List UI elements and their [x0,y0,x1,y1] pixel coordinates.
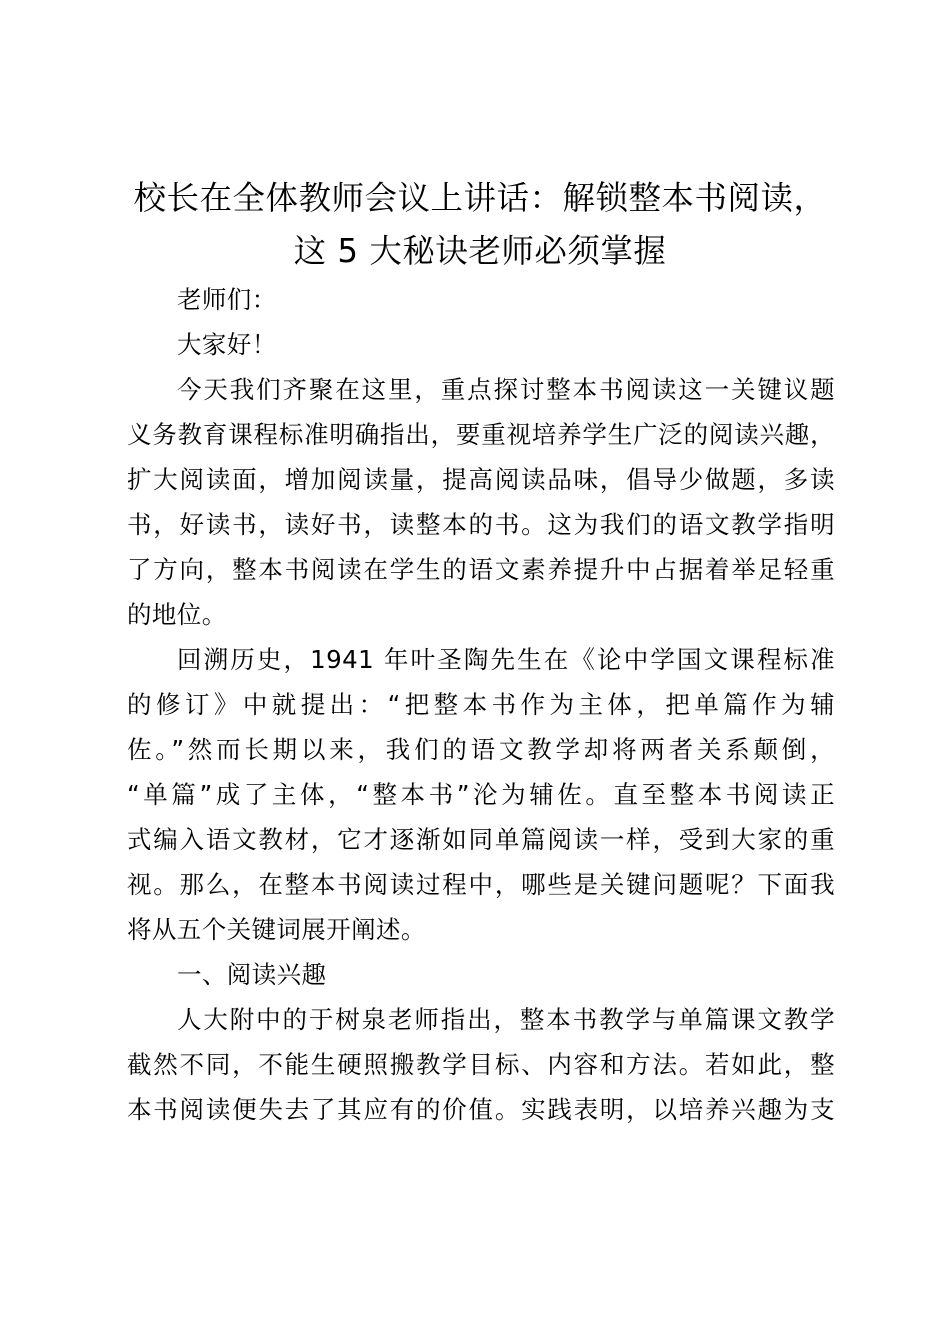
text-line: 义务教育课程标准明确指出，要重视培养学生广泛的阅读兴趣， [127,420,835,449]
paragraph [127,997,835,1132]
text-line: 了方向，整本书阅读在学生的语文素养提升中占据着举足轻重 [127,555,835,584]
title-line-1: 校长在全体教师会议上讲话：解锁整本书阅读， [133,179,827,217]
text-line: 本书阅读便失去了其应有的价值。实践表明，以培养兴趣为支 [127,1095,835,1124]
text-line: 老师们： [177,285,277,314]
salutation [127,277,835,322]
greeting [127,322,835,367]
paragraph [127,367,835,637]
text-line: 大家好！ [177,330,277,359]
text-line: 的地位。 [127,600,227,629]
text-line: 的修订》中就提出：“把整本书作为主体，把单篇作为辅 [127,690,835,719]
section-heading [127,952,835,997]
text-line: 一、阅读兴趣 [177,960,327,989]
text-line: 截然不同，不能生硬照搬教学目标、内容和方法。若如此，整 [127,1050,835,1079]
text-line: 式编入语文教材，它才逐渐如同单篇阅读一样，受到大家的重 [127,825,835,854]
text-line: 今天我们齐聚在这里，重点探讨整本书阅读这一关键议题 [177,375,835,404]
text-line: 扩大阅读面，增加阅读量，提高阅读品味，倡导少做题，多读 [127,465,835,494]
text-line: 将从五个关键词展开阐述。 [127,915,426,944]
title-line-2: 这 5 大秘诀老师必须掌握 [293,232,667,270]
document-title [120,172,840,278]
text-line: “单篇”成了主体，“整本书”沦为辅佐。直至整本书阅读正 [127,780,835,809]
text-line: 人大附中的于树泉老师指出，整本书教学与单篇课文教学 [177,1005,835,1034]
text-line: 佐。”然而长期以来，我们的语文教学却将两者关系颠倒， [127,735,835,764]
text-line: 回溯历史，1941 年叶圣陶先生在《论中学国文课程标准 [177,645,835,674]
document-body [127,277,835,1132]
paragraph [127,637,835,952]
text-line: 书，好读书，读好书，读整本的书。这为我们的语文教学指明 [127,510,835,539]
text-line: 视。那么，在整本书阅读过程中，哪些是关键问题呢？下面我 [127,870,835,899]
